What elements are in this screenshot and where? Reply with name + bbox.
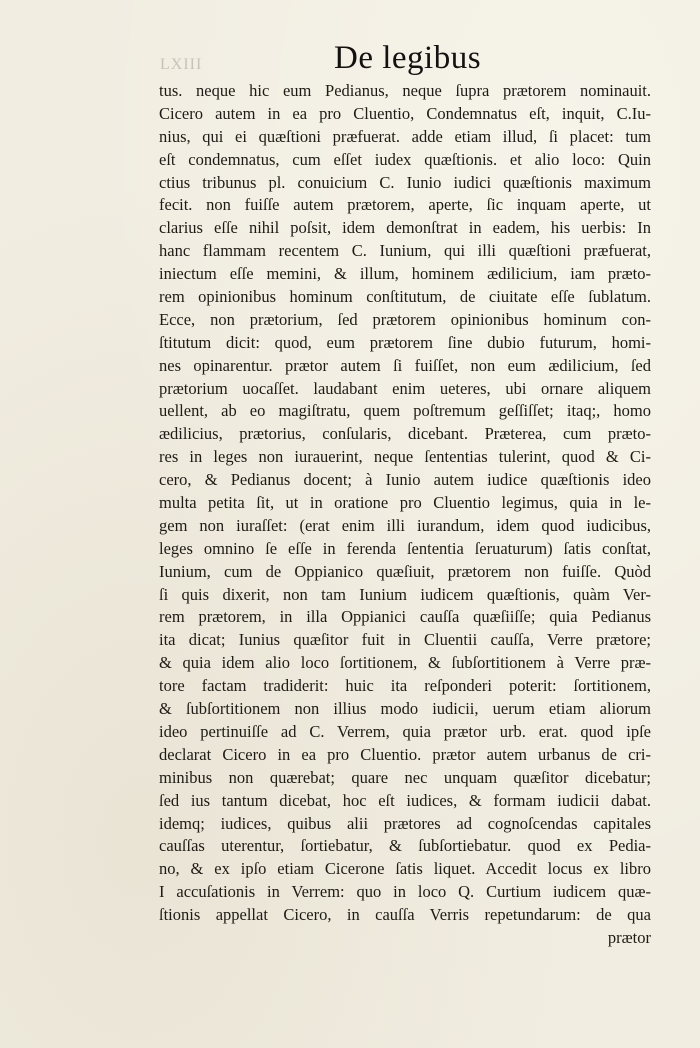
text-line: & ſubſortitionem non illius modo iudicii, uerum etiam aliorum <box>159 699 651 719</box>
text-line: ſi quis dixerit, non tam Iunium iudicem quæſtionis, quàm Ver- <box>159 584 651 604</box>
text-line: ædilicius, prætorius, conſularis, dicebant. Præterea, cum præto- <box>159 424 651 444</box>
text-line: cauſſas uterentur, ſortiebatur, & ſubſortiebatur. quod ex Pedia- <box>159 836 651 856</box>
text-line: declarat Cicero in ea pro Cluentio. prætor autem urbanus de cri- <box>159 744 651 764</box>
text-line: multa petita ſit, ut in oratione pro Cluentio legimus, quia in le- <box>159 493 651 513</box>
text-line: Cicero autem in ea pro Cluentio, Condemnatus eſt, inquit, C.Iu- <box>159 103 651 123</box>
text-line: idemq; iudices, quibus alii prætores ad cognoſcendas capitales <box>159 813 651 833</box>
folio-number: LXIII <box>160 56 203 73</box>
text-line: prætor <box>607 927 651 947</box>
running-head: De legibus <box>334 40 482 76</box>
text-line: res in leges non iurauerint, neque ſententias tulerint, quod & Ci- <box>159 447 651 467</box>
text-line: & quia idem alio loco ſortitionem, & ſubſortitionem à Verre præ- <box>159 653 651 673</box>
text-line: iniectum eſſe memini, & illum, hominem ædilicium, iam præto- <box>159 264 651 284</box>
text-line: ita dicat; Iunius quæſitor fuit in Cluentii cauſſa, Verre prætore; <box>159 630 651 650</box>
text-line: ſtitutum dicit: quod, eum prætorem ſine dubio futurum, homi- <box>159 332 651 352</box>
text-line: Ecce, non prætorium, ſed prætorem opinionibus hominum con- <box>159 309 651 329</box>
text-line: nes opinarentur. prætor autem ſi fuiſſet, non eum ædilicium, ſed <box>159 355 651 375</box>
text-line: Iunium, cum de Oppianico quæſiuit, prætorem non fuiſſe. Quòd <box>159 561 651 581</box>
text-line: I accuſationis in Verrem: quo in loco Q. Curtium iudicem quæ- <box>159 882 651 902</box>
text-line: tore factam tradiderit: huic ita reſponderi poterit: ſortitionem, <box>159 676 651 696</box>
text-line: fecit. non fuiſſe autem prætorem, aperte, ſic inquam aperte, ut <box>159 195 651 215</box>
text-line: rem prætorem, in illa Oppianici cauſſa quæſiiſſe; quia Pedianus <box>159 607 651 627</box>
text-line: prætorium uocaſſet. laudabant enim ueteres, ubi ornare aliquem <box>159 378 651 398</box>
text-line: minibus non quærebat; quare nec unquam quæſitor dicebatur; <box>159 767 651 787</box>
text-line: ideo pertinuiſſe ad C. Verrem, quia prætor urb. erat. quod ipſe <box>159 721 651 741</box>
text-line: ſtionis appellat Cicero, in cauſſa Verris repetundarum: de qua <box>159 905 651 925</box>
body-text <box>159 80 651 950</box>
text-line: cero, & Pedianus docent; à Iunio autem iudice quæſtionis ideo <box>159 470 651 490</box>
text-line: leges omnino ſe eſſe in ferenda ſententia ſeruaturum) ſatis conſtat, <box>159 538 651 558</box>
text-line: tus. neque hic eum Pedianus, neque ſupra prætorem nominauit. <box>159 81 651 100</box>
text-line: gem non iuraſſet: (erat enim illi iurandum, idem quod iudicibus, <box>159 515 651 535</box>
text-line: eſt condemnatus, cum eſſet iudex quæſtionis. et alio loco: Quin <box>159 149 651 169</box>
text-line: rem opinionibus hominum conſtitutum, de ciuitate eſſe ſublatum. <box>159 287 651 307</box>
text-line: ſed ius tantum dicebat, hoc eſt iudices, & formam iudicii dabat. <box>159 790 651 810</box>
text-line: uellent, ab eo magiſtratu, quem poſtremum geſſiſſet; itaq;, homo <box>159 401 651 421</box>
text-line: ctius tribunus pl. conuicium C. Iunio iudici quæſtionis maximum <box>159 172 651 192</box>
text-line: no, & ex ipſo etiam Cicerone ſatis liquet. Accedit locus ex libro <box>159 859 651 879</box>
text-line: nius, qui ei quæſtioni præfuerat. adde etiam illud, ſi placet: tum <box>159 126 651 146</box>
text-line: hanc flammam recentem C. Iunium, qui illi quæſtioni præfuerat, <box>159 241 651 261</box>
text-line: clarius eſſe nihil poſsit, idem demonſtrat in eadem, his uerbis: In <box>159 218 651 238</box>
